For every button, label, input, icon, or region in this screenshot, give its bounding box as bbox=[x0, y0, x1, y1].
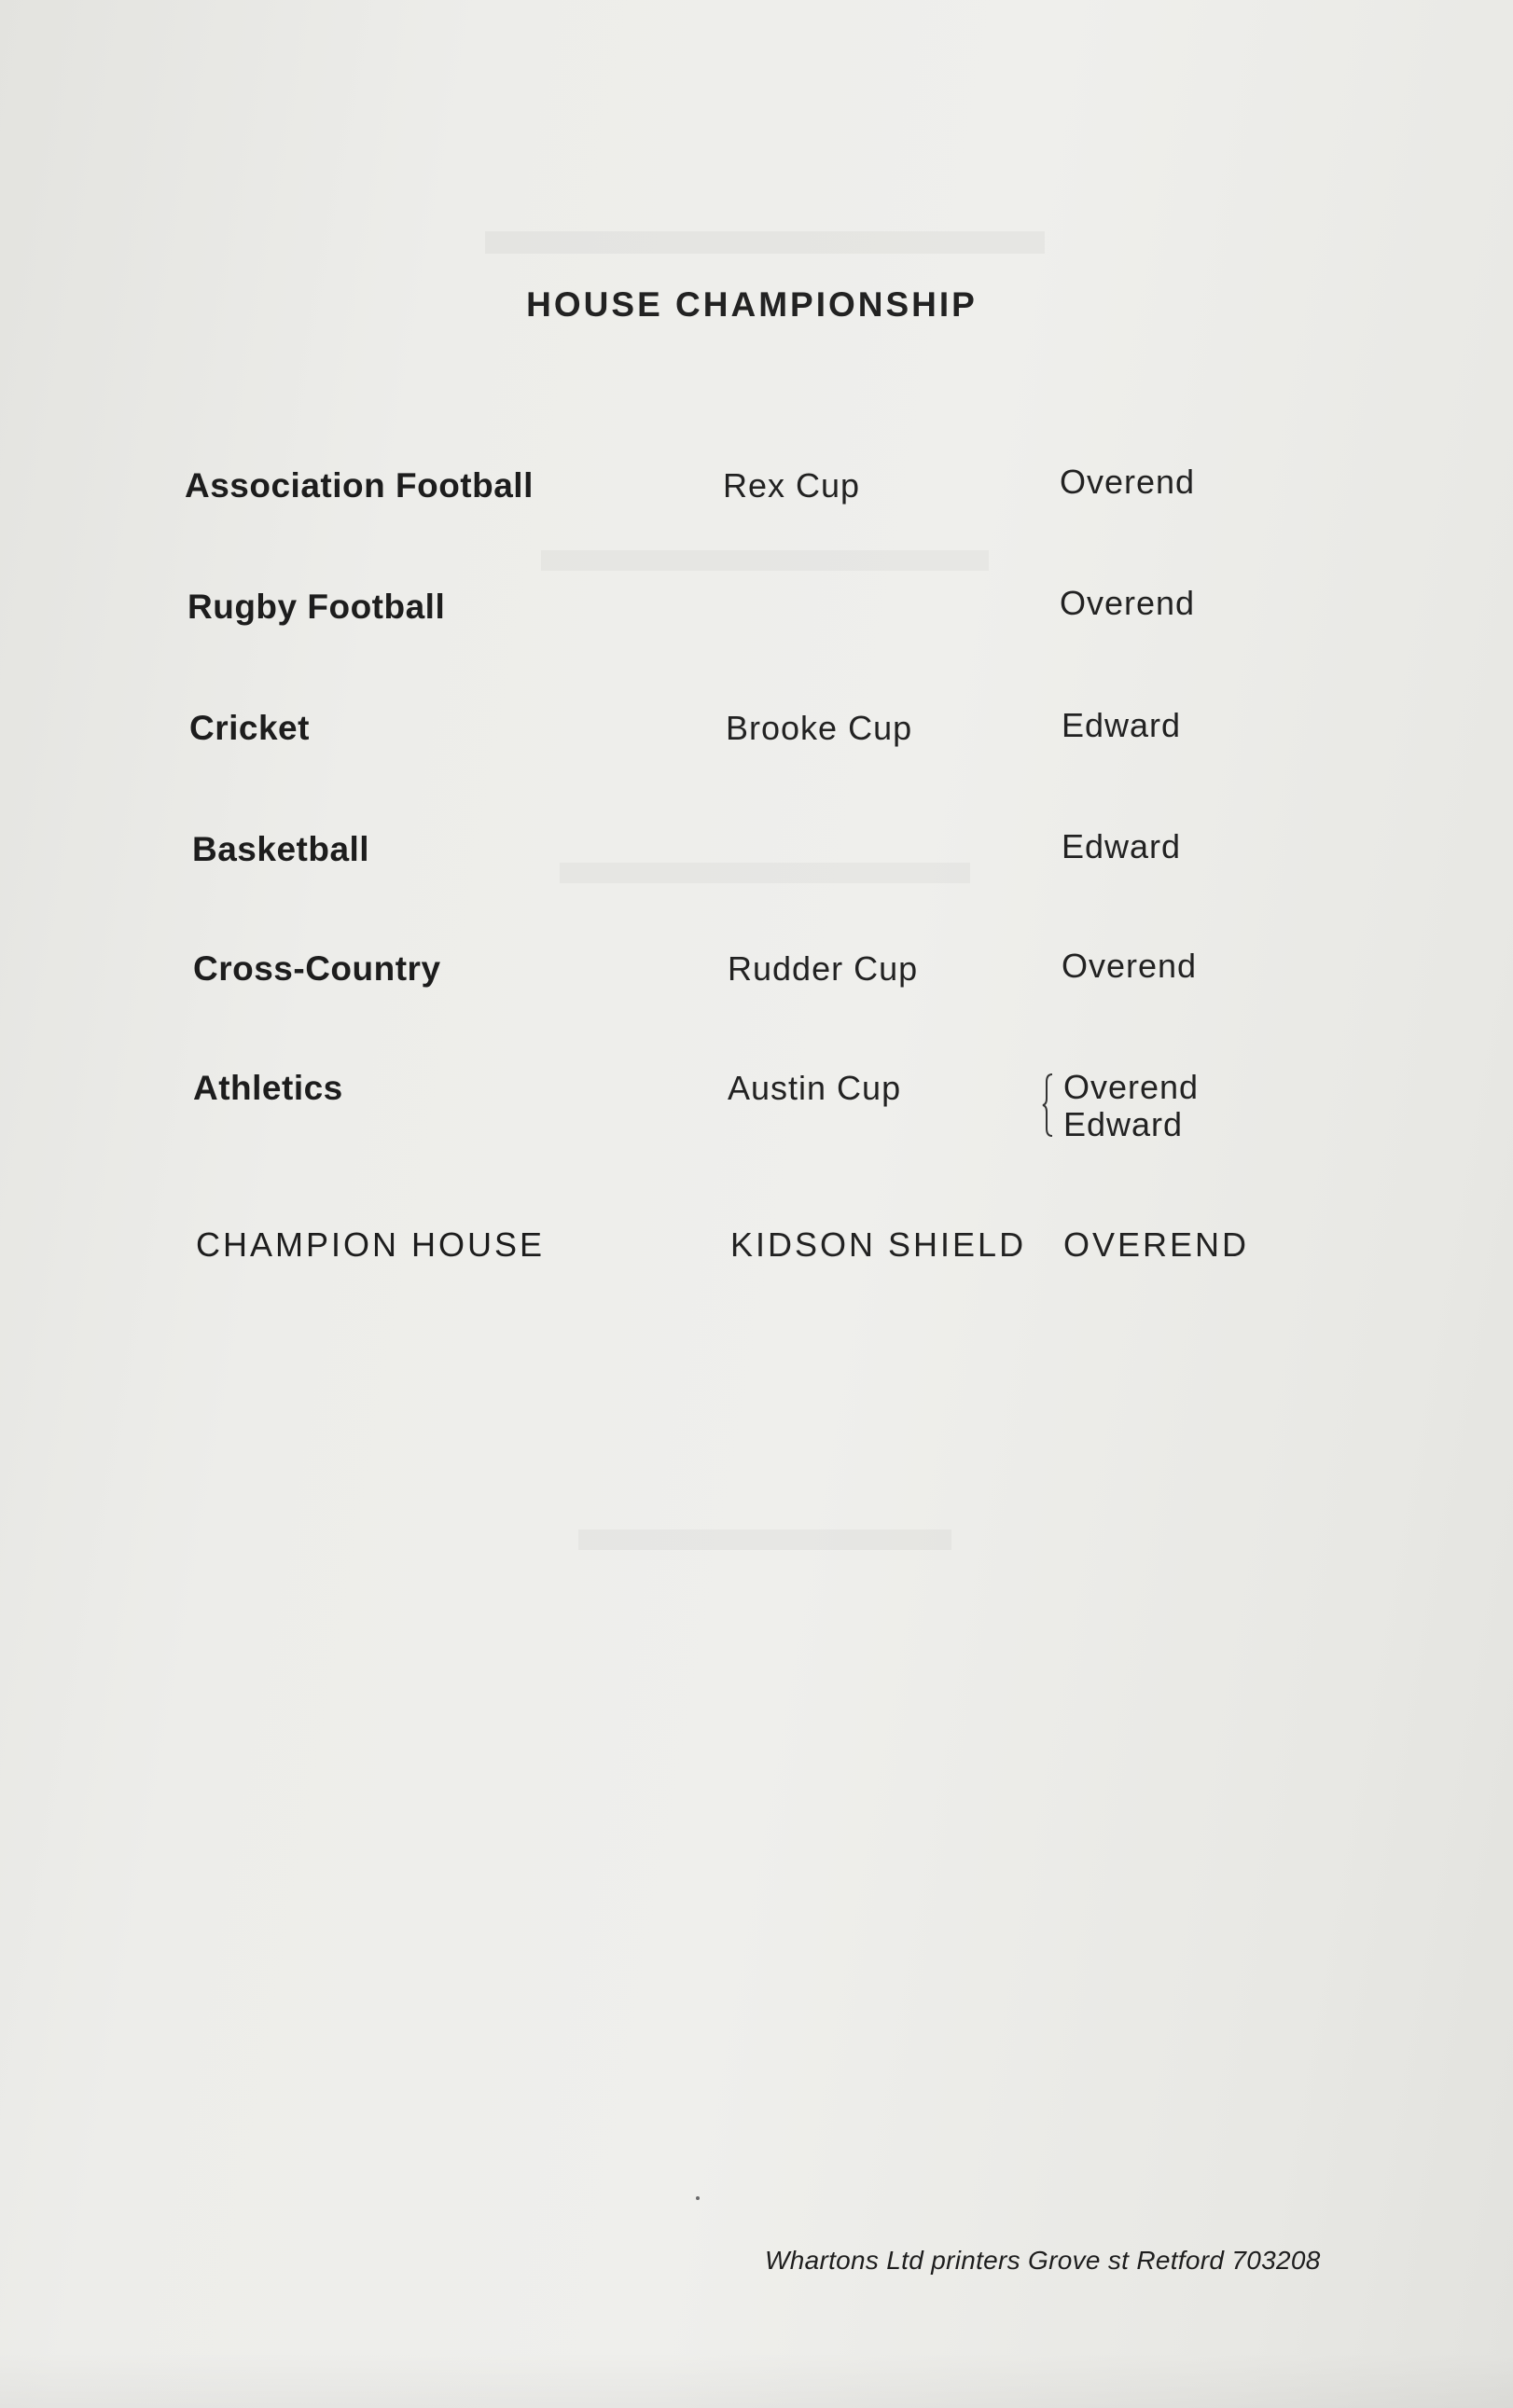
winning-house: Overend bbox=[1060, 584, 1196, 622]
trophy-name: Rudder Cup bbox=[728, 949, 919, 988]
show-through-mark bbox=[541, 550, 989, 571]
print-speck bbox=[696, 2196, 700, 2200]
trophy-name: Rex Cup bbox=[723, 466, 861, 505]
show-through-mark bbox=[578, 1529, 951, 1550]
event-name: Rugby Football bbox=[187, 588, 446, 626]
championship-row bbox=[0, 949, 1513, 1005]
championship-row bbox=[0, 463, 1513, 522]
winning-house: Edward bbox=[1062, 706, 1182, 744]
winning-house: Edward bbox=[1062, 827, 1182, 865]
trophy-name: Austin Cup bbox=[728, 1069, 902, 1107]
champion-row bbox=[0, 1225, 1513, 1281]
event-name: Association Football bbox=[185, 466, 534, 505]
championship-row bbox=[0, 584, 1513, 644]
winning-house: Edward bbox=[1063, 1105, 1184, 1143]
winning-house: Overend bbox=[1062, 947, 1198, 985]
event-name: Cricket bbox=[189, 709, 310, 747]
page-title: HOUSE CHAMPIONSHIP bbox=[526, 285, 978, 324]
champion-trophy: KIDSON SHIELD bbox=[730, 1225, 1027, 1264]
event-name: Cross-Country bbox=[193, 949, 441, 988]
winning-house: Overend bbox=[1063, 1068, 1200, 1106]
championship-row bbox=[0, 1069, 1513, 1153]
show-through-mark bbox=[485, 231, 1045, 254]
event-name: Basketball bbox=[192, 830, 370, 868]
champion-label: CHAMPION HOUSE bbox=[196, 1225, 546, 1264]
trophy-name: Brooke Cup bbox=[726, 709, 913, 747]
event-name: Athletics bbox=[193, 1069, 343, 1107]
champion-house: OVEREND bbox=[1063, 1225, 1250, 1264]
shared-winners bbox=[1045, 1069, 1199, 1143]
championship-row bbox=[0, 827, 1513, 886]
championship-row bbox=[0, 706, 1513, 765]
winning-house: Overend bbox=[1060, 463, 1196, 501]
page-shadow bbox=[0, 2352, 1513, 2408]
printer-imprint: Whartons Ltd printers Grove st Retford 703208 bbox=[765, 2246, 1321, 2275]
